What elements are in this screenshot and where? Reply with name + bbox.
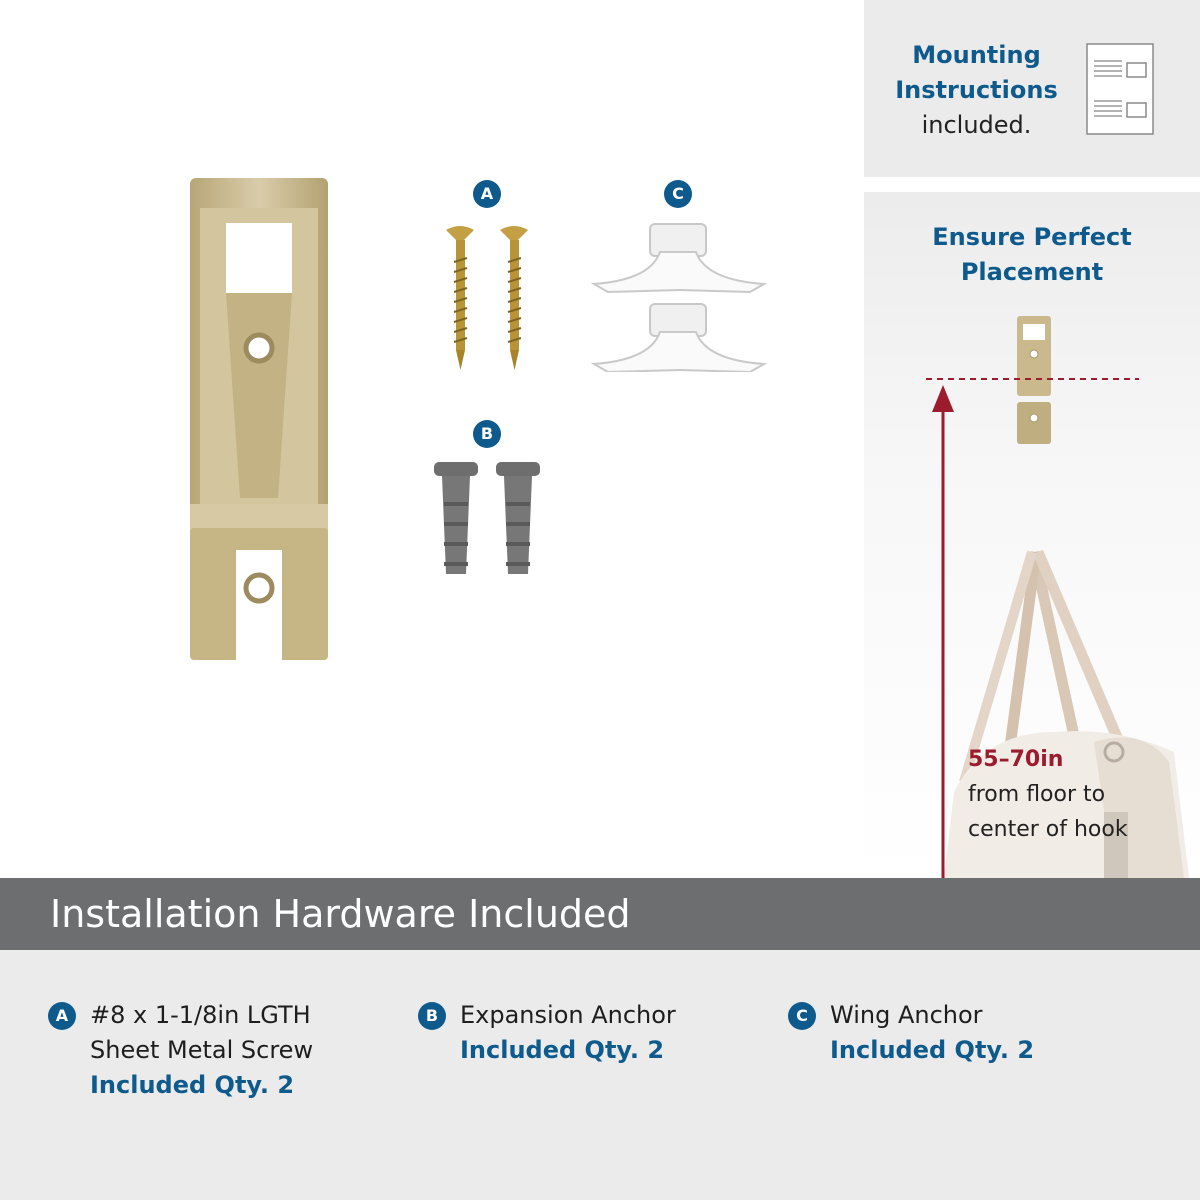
- screw-2: [500, 226, 528, 370]
- placement-desc1: from floor to: [968, 782, 1106, 807]
- hardware-badge-b: B: [418, 1002, 446, 1030]
- hardware-a-line1: #8 x 1-1/8in LGTH: [90, 1001, 311, 1029]
- placement-title-line2: Placement: [960, 258, 1104, 286]
- expansion-anchors-image: [434, 462, 554, 580]
- screw-1: [446, 226, 474, 370]
- hardware-text-a: [90, 998, 390, 1103]
- hardware-banner: [0, 878, 1200, 950]
- part-badge-c: C: [664, 180, 692, 208]
- hardware-text-c: [830, 998, 1130, 1068]
- banner-title: Installation Hardware Included: [50, 892, 631, 936]
- hardware-a-line2: Sheet Metal Screw: [90, 1036, 314, 1064]
- instructions-text: [874, 38, 1079, 143]
- wing-anchor-1: [594, 224, 764, 292]
- hardware-badge-a: A: [48, 1002, 76, 1030]
- instructions-line1: Mounting: [912, 41, 1041, 69]
- hardware-b-qty: Included Qty. 2: [460, 1036, 665, 1064]
- placement-desc2: center of hook: [968, 817, 1128, 842]
- instructions-line2: Instructions: [895, 76, 1058, 104]
- hook-product-image: [190, 178, 330, 660]
- screws-image: [440, 222, 540, 372]
- instructions-line3: included.: [921, 111, 1032, 139]
- hardware-a-qty: Included Qty. 2: [90, 1071, 295, 1099]
- hardware-c-qty: Included Qty. 2: [830, 1036, 1035, 1064]
- wing-anchor-2: [594, 304, 764, 372]
- hardware-c-line1: Wing Anchor: [830, 1001, 983, 1029]
- placement-height: 55–70in: [968, 747, 1064, 772]
- wing-anchors-image: [590, 222, 770, 372]
- part-badge-a: A: [473, 180, 501, 208]
- hardware-b-line1: Expansion Anchor: [460, 1001, 676, 1029]
- anchor-1: [434, 462, 478, 574]
- placement-measure: [968, 742, 1128, 847]
- part-badge-b: B: [473, 420, 501, 448]
- hardware-list: [0, 950, 1200, 1200]
- hardware-badge-c: C: [788, 1002, 816, 1030]
- anchor-2: [496, 462, 540, 574]
- placement-title-line1: Ensure Perfect: [932, 223, 1132, 251]
- hardware-text-b: [460, 998, 760, 1068]
- document-icon: [1086, 43, 1154, 135]
- placement-panel: [864, 192, 1200, 878]
- instructions-panel: [864, 0, 1200, 177]
